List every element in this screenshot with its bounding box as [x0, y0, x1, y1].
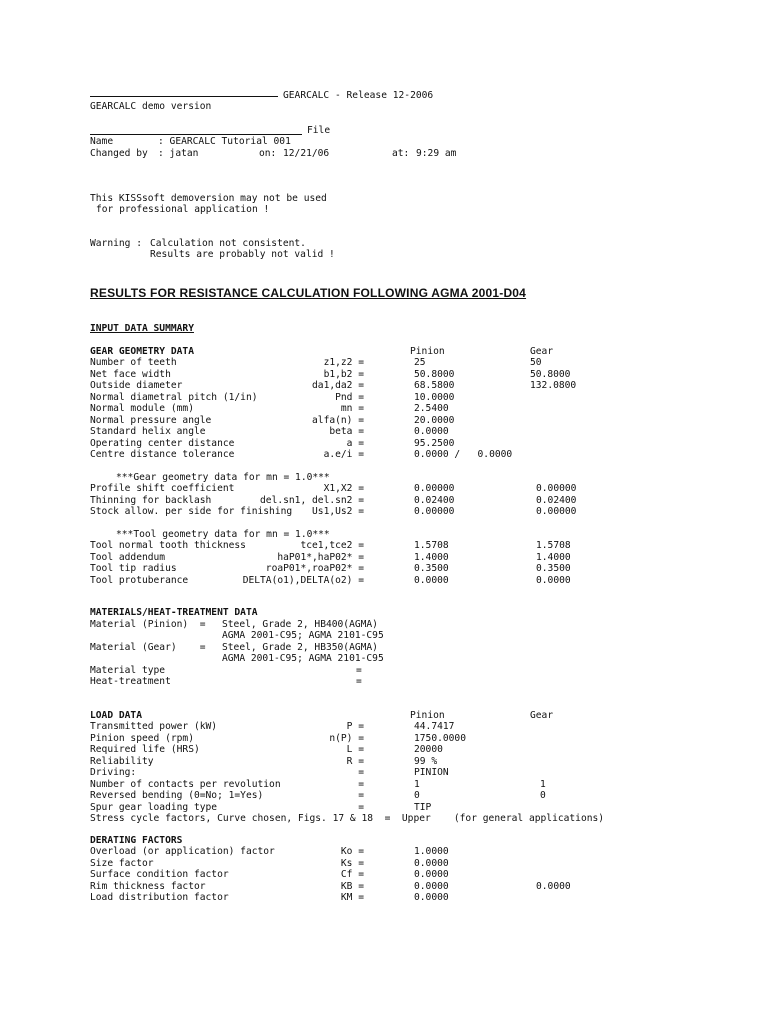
geometry-title: GEAR GEOMETRY DATA — [90, 346, 194, 357]
derating-row-pinion-value: 0.0000 — [414, 857, 449, 869]
tool-row-gear-value: 0.0000 — [536, 574, 571, 586]
header-rule-1 — [90, 96, 278, 97]
geometry-row-pinion-value: 0.00000 — [414, 483, 455, 494]
load-row-label: Transmitted power (kW) — [90, 721, 218, 732]
derating-row-pinion-value: 1.0000 — [414, 846, 449, 857]
load-row-label: Reliability — [90, 755, 154, 767]
load-row-gear-value: 1 — [540, 778, 546, 790]
at-label: at: — [392, 148, 410, 159]
heat-treatment-label: Heat-treatment — [90, 676, 171, 687]
warning-label: Warning : — [90, 238, 142, 249]
geometry-row-label: Normal pressure angle — [90, 414, 212, 426]
load-row-symbol: R = — [346, 755, 364, 767]
load-row-symbol: = — [358, 778, 364, 790]
load-row-pinion-value: TIP — [414, 801, 432, 813]
geometry-row-pinion-value: 2.5400 — [414, 403, 449, 414]
tool-row-pinion-value: 0.0000 — [414, 574, 449, 586]
derating-row-label: Rim thickness factor — [90, 880, 206, 892]
derating-row-label: Surface condition factor — [90, 869, 229, 880]
derating-row-gear-value: 0.0000 — [536, 880, 571, 892]
derating-row-pinion-value: 0.0000 — [414, 869, 449, 880]
material-gear-line2: AGMA 2001-C95; AGMA 2101-C95 — [222, 653, 384, 664]
material-type-eq: = — [356, 665, 362, 676]
geometry-row-symbol: Us1,Us2 = — [312, 506, 364, 517]
warning-line1: Calculation not consistent. — [150, 238, 306, 249]
geometry-row-label: Outside diameter — [90, 380, 183, 391]
derating-row-pinion-value: 0.0000 — [414, 880, 449, 892]
load-row-gear-value: 0 — [540, 790, 546, 801]
load-row-symbol: = — [358, 801, 364, 813]
material-pinion-line2: AGMA 2001-C95; AGMA 2101-C95 — [222, 630, 384, 641]
load-row-pinion-value: 44.7417 — [414, 721, 455, 732]
geometry-row-symbol: Pnd = — [335, 391, 364, 403]
geometry-row-gear-value: 0.02400 — [536, 494, 577, 506]
derating-row-symbol: Ks = — [340, 857, 364, 869]
geometry-row-gear-value: 132.0800 — [530, 380, 577, 391]
load-title: LOAD DATA — [90, 710, 142, 721]
geometry-row-pinion-value: 0.00000 — [414, 506, 455, 517]
load-row-symbol: n(P) = — [329, 732, 364, 744]
geometry-row-pinion-value: 0.0000 — [414, 426, 449, 437]
material-pinion-label: Material (Pinion) = — [90, 619, 206, 630]
geometry-row-gear-value: 0.00000 — [536, 483, 577, 494]
geometry-row-pinion-value: 10.0000 — [414, 391, 455, 403]
geometry-row-label: Normal diametral pitch (1/in) — [90, 391, 258, 403]
geometry-row-symbol: a = — [346, 437, 364, 449]
derating-row-pinion-value: 0.0000 — [414, 892, 449, 903]
geometry-row-label: Normal module (mm) — [90, 403, 194, 414]
material-type-label: Material type — [90, 665, 166, 676]
derating-row-symbol: KM = — [340, 892, 364, 903]
geometry-row-label: Standard helix angle — [90, 426, 206, 437]
load-row-symbol: = — [358, 790, 364, 801]
geometry-row-pinion-value: 50.8000 — [414, 368, 455, 380]
geometry-row-label: Centre distance tolerance — [90, 449, 235, 460]
name-value: : GEARCALC Tutorial 001 — [158, 136, 291, 147]
load-row-label: Required life (HRS) — [90, 744, 200, 755]
load-row-pinion-value: 99 % — [414, 755, 438, 767]
geometry-note-2: ***Tool geometry data for mn = 1.0*** — [116, 529, 330, 540]
load-row-pinion-value: 1 — [414, 778, 420, 790]
geometry-row-pinion-value: 25 — [414, 357, 426, 368]
derating-row-label: Load distribution factor — [90, 892, 229, 903]
tool-row-symbol: haP01*,haP02* = — [277, 551, 364, 563]
heat-treatment-eq: = — [356, 676, 362, 687]
tool-row-gear-value: 0.3500 — [536, 563, 571, 574]
geometry-note-1: ***Gear geometry data for mn = 1.0*** — [116, 472, 330, 483]
geometry-row-symbol: b1,b2 = — [323, 368, 364, 380]
geometry-row-symbol: mn = — [340, 403, 364, 414]
tool-row-symbol: roaP01*,roaP02* = — [265, 563, 364, 574]
geometry-col-gear: Gear — [530, 346, 554, 357]
derating-row-symbol: Ko = — [340, 846, 364, 857]
geometry-row-symbol: alfa(n) = — [312, 414, 364, 426]
geometry-row-symbol: a.e/i = — [323, 449, 364, 460]
tool-row-label: Tool normal tooth thickness — [90, 540, 246, 551]
geometry-row-label: Stock allow. per side for finishing — [90, 506, 293, 517]
geometry-row-symbol: del.sn1, del.sn2 = — [260, 494, 364, 506]
geometry-row-symbol: beta = — [329, 426, 364, 437]
derating-row-label: Size factor — [90, 857, 154, 869]
results-heading: RESULTS FOR RESISTANCE CALCULATION FOLLOWING AGMA 2001-D04 — [90, 286, 527, 300]
geometry-row-label: Profile shift coefficient — [90, 483, 235, 494]
geometry-row-label: Net face width — [90, 368, 171, 380]
geometry-row-pinion-value: 0.0000 / 0.0000 — [414, 449, 513, 460]
tool-row-label: Tool tip radius — [90, 563, 177, 574]
tool-row-gear-value: 1.4000 — [536, 551, 571, 563]
derating-row-symbol: Cf = — [340, 869, 364, 880]
load-row-symbol: L = — [346, 744, 364, 755]
geometry-row-label: Operating center distance — [90, 437, 235, 449]
stress-cycle-line: Stress cycle factors, Curve chosen, Figs. 17 & 18 = Upper (for general applications) — [90, 813, 605, 824]
material-gear-label: Material (Gear) = — [90, 642, 206, 653]
geometry-col-pinion: Pinion — [410, 346, 445, 357]
load-row-pinion-value: PINION — [414, 767, 449, 778]
geometry-row-gear-value: 0.00000 — [536, 506, 577, 517]
derating-row-label: Overload (or application) factor — [90, 846, 275, 857]
on-label: on: — [259, 148, 277, 159]
tool-row-symbol: tce1,tce2 = — [300, 540, 364, 551]
header-rule-2 — [90, 134, 302, 135]
load-row-pinion-value: 0 — [414, 790, 420, 801]
file-label: File — [307, 125, 331, 136]
on-value: 12/21/06 — [283, 148, 330, 159]
tool-row-label: Tool protuberance — [90, 574, 189, 586]
geometry-row-pinion-value: 20.0000 — [414, 414, 455, 426]
geometry-row-symbol: da1,da2 = — [312, 380, 364, 391]
derating-title: DERATING FACTORS — [90, 835, 183, 846]
materials-title: MATERIALS/HEAT-TREATMENT DATA — [90, 607, 258, 618]
load-col-gear: Gear — [530, 710, 554, 721]
demo-notice-line1: This KISSsoft demoversion may not be used — [90, 193, 327, 204]
geometry-row-pinion-value: 95.2500 — [414, 437, 455, 449]
load-row-label: Spur gear loading type — [90, 801, 218, 813]
demo-notice-line2: for professional application ! — [96, 204, 270, 215]
warning-line2: Results are probably not valid ! — [150, 249, 335, 260]
tool-row-pinion-value: 0.3500 — [414, 563, 449, 574]
geometry-row-label: Thinning for backlash — [90, 494, 212, 506]
load-row-label: Driving: — [90, 767, 137, 778]
geometry-row-gear-value: 50.8000 — [530, 368, 571, 380]
name-label: Name — [90, 136, 114, 147]
derating-row-symbol: KB = — [340, 880, 364, 892]
geometry-row-gear-value: 50 — [530, 357, 542, 368]
tool-row-pinion-value: 1.5708 — [414, 540, 449, 551]
geometry-row-pinion-value: 68.5800 — [414, 380, 455, 391]
geometry-row-pinion-value: 0.02400 — [414, 494, 455, 506]
geometry-row-symbol: X1,X2 = — [323, 483, 364, 494]
tool-row-gear-value: 1.5708 — [536, 540, 571, 551]
load-row-label: Reversed bending (0=No; 1=Yes) — [90, 790, 264, 801]
load-row-pinion-value: 20000 — [414, 744, 443, 755]
load-row-label: Number of contacts per revolution — [90, 778, 281, 790]
changed-label: Changed by — [90, 148, 148, 159]
tool-row-symbol: DELTA(o1),DELTA(o2) = — [242, 574, 364, 586]
geometry-row-label: Number of teeth — [90, 357, 177, 368]
load-row-label: Pinion speed (rpm) — [90, 732, 194, 744]
at-value: 9:29 am — [416, 148, 457, 159]
demo-version: GEARCALC demo version — [90, 101, 212, 112]
geometry-row-symbol: z1,z2 = — [323, 357, 364, 368]
input-summary-title: INPUT DATA SUMMARY — [90, 323, 194, 334]
material-pinion-line1: Steel, Grade 2, HB400(AGMA) — [222, 619, 378, 630]
material-gear-line1: Steel, Grade 2, HB350(AGMA) — [222, 642, 378, 653]
load-row-symbol: P = — [346, 721, 364, 732]
tool-row-pinion-value: 1.4000 — [414, 551, 449, 563]
load-row-symbol: = — [358, 767, 364, 778]
release-title: GEARCALC - Release 12-2006 — [283, 90, 434, 101]
load-col-pinion: Pinion — [410, 710, 445, 721]
tool-row-label: Tool addendum — [90, 551, 166, 563]
load-row-pinion-value: 1750.0000 — [414, 732, 466, 744]
changed-value: : jatan — [158, 148, 199, 159]
